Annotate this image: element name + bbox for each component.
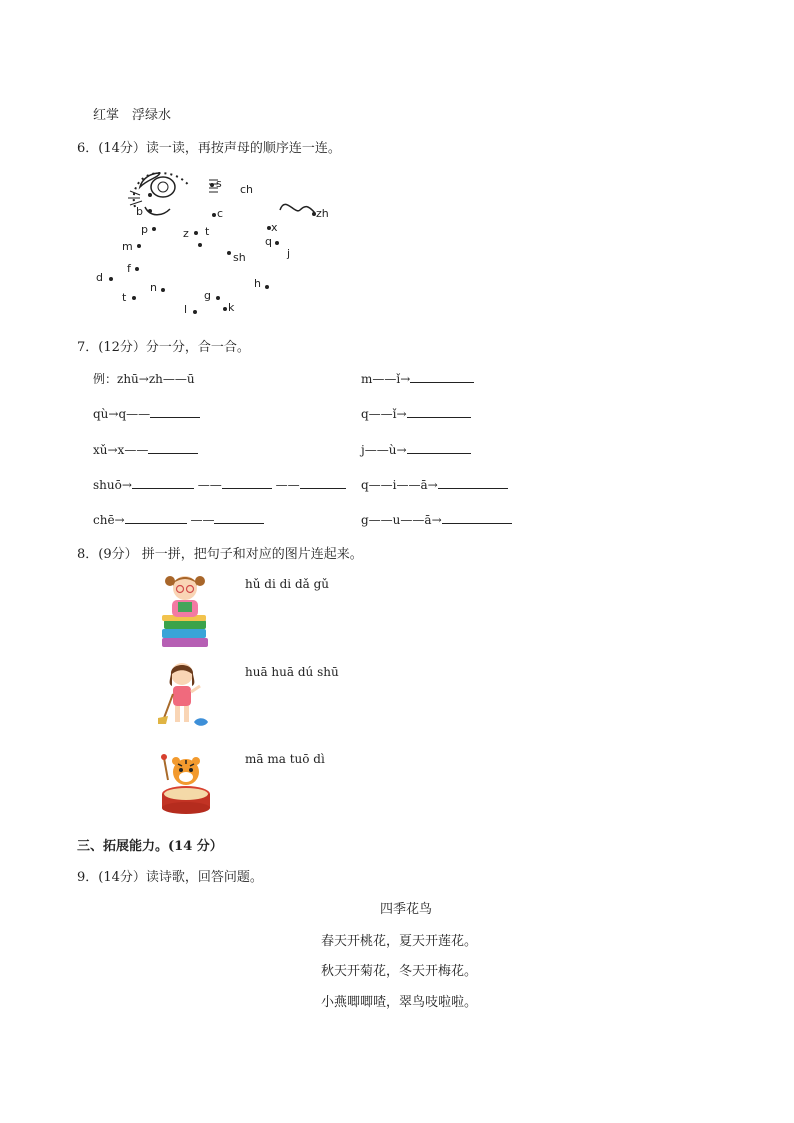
answer-blank[interactable] <box>150 405 200 418</box>
q7-left-row-2 <box>93 405 200 421</box>
q8-sentence-2[interactable]: huā huā dú shū <box>245 665 339 679</box>
connect-dot <box>223 307 227 311</box>
letter-l: l <box>184 303 188 316</box>
answer-blank[interactable] <box>442 511 512 524</box>
letter-q: q <box>265 235 272 248</box>
q8-sentence-3[interactable]: mā ma tuō dì <box>245 752 325 766</box>
connect-dot <box>135 267 139 271</box>
letter-t-lower: t <box>122 291 127 304</box>
question-9-title: 9．(14分）读诗歌，回答问题。 <box>77 870 263 885</box>
q7-right-row-4 <box>361 476 508 492</box>
poem-title: 四季花鸟 <box>380 902 433 917</box>
letter-g: g <box>204 289 211 302</box>
answer-blank[interactable] <box>125 511 187 524</box>
answer-blank[interactable] <box>407 441 471 454</box>
connect-dot <box>132 296 136 300</box>
dash-separator: —— <box>190 513 215 527</box>
dash-separator: —— <box>275 478 300 492</box>
answer-blank[interactable] <box>410 370 474 383</box>
letter-b: b <box>136 205 143 218</box>
q7-right-row-3 <box>361 441 471 457</box>
section-3-heading: 三、拓展能力。(14 分） <box>77 839 223 854</box>
q7-left-row-1 <box>93 370 195 387</box>
letter-m: m <box>122 240 133 253</box>
connect-dot <box>265 285 269 289</box>
letter-ch: ch <box>240 183 254 196</box>
dash-separator: —— <box>197 478 222 492</box>
connect-dot <box>210 183 214 187</box>
connect-dot <box>152 227 156 231</box>
q7-right-text: g——u——ā→ <box>361 513 442 527</box>
poem-line-2: 秋天开菊花，冬天开梅花。 <box>321 964 478 979</box>
connect-dot <box>148 209 152 213</box>
q7-right-row-1 <box>361 370 474 386</box>
connect-dots-figure <box>90 165 350 325</box>
q7-left-row-4 <box>93 476 346 492</box>
question-6-title: 6．(14分）读一读，再按声母的顺序连一连。 <box>77 141 341 156</box>
q7-right-text: m——ǐ→ <box>361 372 411 386</box>
letter-c: c <box>217 207 224 220</box>
question-8-title: 8．(9分） 拼一拼，把句子和对应的图片连起来。 <box>77 547 363 562</box>
connect-dot <box>137 244 141 248</box>
answer-blank[interactable] <box>222 476 272 489</box>
q7-left-row-3 <box>93 441 198 457</box>
q7-right-row-2 <box>361 405 471 421</box>
q7-left-text: qù→q—— <box>93 407 151 421</box>
letter-x: x <box>271 221 278 234</box>
q7-left-text: chē→ <box>93 513 125 527</box>
question-7-title: 7．(12分）分一分，合一合。 <box>77 340 250 355</box>
q7-right-text: j——ù→ <box>361 443 407 457</box>
connect-dot <box>109 277 113 281</box>
letter-s: s <box>216 177 222 190</box>
connect-dot <box>267 226 271 230</box>
connect-dot <box>193 310 197 314</box>
answer-blank[interactable] <box>148 441 198 454</box>
letter-p: p <box>141 223 148 236</box>
carry-over-line: 红掌 浮绿水 <box>93 108 172 123</box>
q7-right-text: q——i——ā→ <box>361 478 438 492</box>
q7-right-row-5 <box>361 511 512 527</box>
letter-sh: sh <box>233 251 246 264</box>
answer-blank[interactable] <box>407 405 471 418</box>
connect-dot <box>216 296 220 300</box>
letter-zh: zh <box>316 207 329 220</box>
poem-line-3: 小燕唧唧喳，翠鸟吱啦啦。 <box>321 995 478 1010</box>
answer-blank[interactable] <box>300 476 346 489</box>
q8-sentence-1[interactable]: hǔ di di dǎ gǔ <box>245 577 329 591</box>
connect-dot <box>194 231 198 235</box>
connect-dot <box>198 243 202 247</box>
connect-dot <box>212 213 216 217</box>
letter-t-upper: t <box>205 225 210 238</box>
q7-left-text: shuō→ <box>93 478 132 492</box>
q7-left-text: xǔ→x—— <box>93 443 149 457</box>
letter-z: z <box>183 227 189 240</box>
letter-d: d <box>96 271 103 284</box>
letter-j: j <box>287 247 291 260</box>
answer-blank[interactable] <box>438 476 508 489</box>
letter-k: k <box>228 301 235 314</box>
q7-left-text: 例：zhū→zh——ū <box>93 372 195 386</box>
letter-h: h <box>254 277 261 290</box>
connect-dot <box>227 251 231 255</box>
connect-dot <box>275 241 279 245</box>
answer-blank[interactable] <box>132 476 194 489</box>
letter-f: f <box>127 262 131 275</box>
tiger-drum-icon[interactable] <box>160 750 212 814</box>
letter-n: n <box>150 281 157 294</box>
poem-line-1: 春天开桃花，夏天开莲花。 <box>321 934 478 949</box>
girl-sweeping-icon[interactable] <box>158 660 210 732</box>
girl-reading-books-icon[interactable] <box>158 568 214 650</box>
q7-right-text: q——ǐ→ <box>361 407 407 421</box>
q7-left-row-5 <box>93 511 264 527</box>
connect-dot <box>312 212 316 216</box>
connect-dot <box>161 288 165 292</box>
answer-blank[interactable] <box>214 511 264 524</box>
